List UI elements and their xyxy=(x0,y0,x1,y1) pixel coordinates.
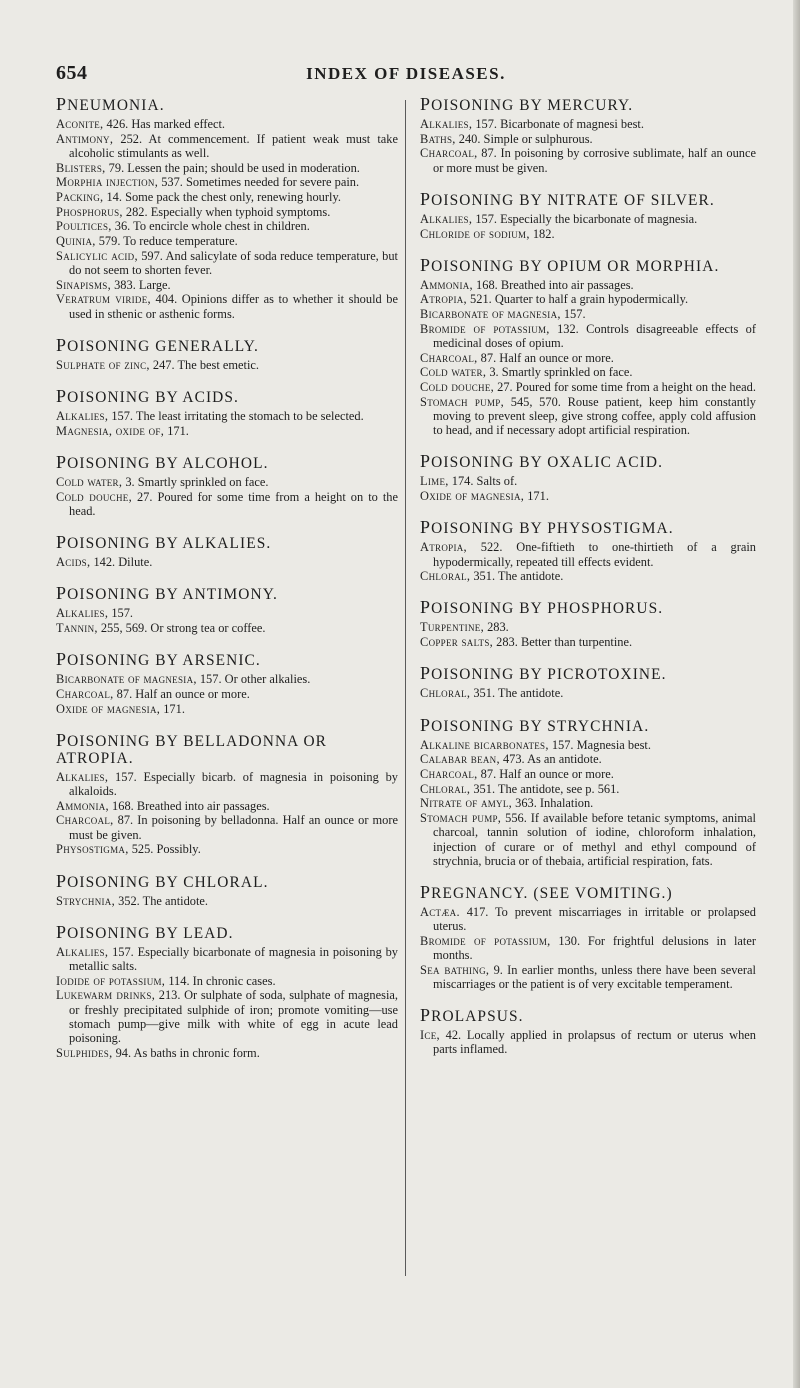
entry-text: 9. In earlier months, unless there have been several miscarriages or the patient is of very excitable temperament. xyxy=(433,962,756,991)
entry-text: 3. Smartly sprinkled on face. xyxy=(122,474,269,489)
index-section xyxy=(56,870,398,908)
entry-text: 157. The least irritating the stomach to be selected. xyxy=(108,409,364,424)
index-entry xyxy=(420,905,756,933)
running-head: INDEX OF DISEASES. xyxy=(306,64,506,83)
entry-term: Nitrate of amyl, xyxy=(420,796,513,811)
index-entry xyxy=(56,292,398,320)
index-entry xyxy=(420,365,756,379)
index-entry xyxy=(56,358,398,372)
column-divider xyxy=(405,100,406,1276)
entry-term: Alkalies, xyxy=(56,606,109,621)
entry-term: Chloral, xyxy=(420,781,471,796)
entry-text: 521. Quarter to half a grain hypodermically. xyxy=(466,292,689,307)
entry-term: Charcoal, xyxy=(420,350,478,365)
section-heading: PROLAPSUS. xyxy=(420,1005,524,1026)
entry-text: 383. Large. xyxy=(111,277,171,292)
index-entry xyxy=(56,249,398,277)
index-section xyxy=(420,519,756,583)
index-entry xyxy=(420,489,756,503)
entry-text: 597. And salicylate of soda reduce temperature, but do not seem to shorten fever. xyxy=(69,248,398,278)
index-entry xyxy=(420,963,756,991)
index-entry xyxy=(56,175,398,189)
index-entry xyxy=(56,813,398,841)
index-entry xyxy=(56,475,398,489)
index-entry xyxy=(420,796,756,810)
entry-term: Sinapisms, xyxy=(56,277,112,292)
index-entry xyxy=(56,490,398,518)
entry-term: Magnesia, oxide of, xyxy=(56,423,165,438)
index-section xyxy=(420,96,756,175)
entry-text: 157. Magnesia best. xyxy=(548,737,651,752)
index-section xyxy=(56,585,398,635)
entry-text: 157. xyxy=(108,606,134,621)
entry-text: 157. xyxy=(560,307,586,322)
entry-text: 87. Half an ounce or more. xyxy=(113,686,250,701)
entry-text: 94. As baths in chronic form. xyxy=(112,1045,260,1060)
index-entry xyxy=(420,686,756,700)
entry-term: Salicylic acid, xyxy=(56,248,138,263)
entry-text: 537. Sometimes needed for severe pain. xyxy=(158,175,360,190)
entry-text: 255, 569. Or strong tea or coffee. xyxy=(97,620,266,635)
entry-text: 363. Inhalation. xyxy=(512,796,594,811)
index-entry xyxy=(420,811,756,868)
entry-text: 87. In poisoning by belladonna. Half an ounce or more must be given. xyxy=(69,813,398,842)
entry-text: 36. To encircle whole chest in children. xyxy=(111,219,310,234)
index-entry xyxy=(420,322,756,350)
entry-term: Cold water, xyxy=(56,474,123,489)
entry-term: Alkaline bicarbonates, xyxy=(420,737,549,752)
entry-text: 352. The antidote. xyxy=(115,893,209,908)
entry-text: 351. The antidote. xyxy=(470,569,564,584)
index-section xyxy=(420,714,756,868)
entry-text: 252. At commencement. If patient weak must take alcoholic stimulants as well. xyxy=(69,131,398,160)
entry-text: 87. In poisoning by corrosive sublimate, half an ounce or more must be given. xyxy=(433,146,756,175)
index-section xyxy=(56,729,398,857)
entry-text: 27. Poured for some time from a height on to the head. xyxy=(69,489,398,518)
entry-text: 579. To reduce temperature. xyxy=(95,234,238,249)
index-entry xyxy=(56,424,398,438)
index-section xyxy=(420,1007,756,1056)
section-heading: POISONING BY PICROTOXINE. xyxy=(420,663,667,684)
entry-text: 42. Locally applied in prolapsus of rectum or uterus when parts inflamed. xyxy=(433,1028,756,1057)
entry-text: 417. To prevent miscarriages in irritable or prolapsed uterus. xyxy=(433,904,756,934)
entry-term: Chloral, xyxy=(420,686,471,701)
entry-term: Morphia injection, xyxy=(56,175,159,190)
entry-text: 404. Opinions differ as to whether it should be used in sthenic or asthenic forms. xyxy=(69,292,398,321)
index-section xyxy=(56,96,398,321)
entry-text: 157. Especially bicarbonate of magnesia in poisoning by metallic salts. xyxy=(69,944,398,973)
entry-term: Charcoal, xyxy=(56,686,114,701)
entry-text: 473. As an antidote. xyxy=(499,752,602,767)
entry-term: Alkalies, xyxy=(56,944,109,959)
index-section xyxy=(420,665,756,700)
entry-term: Sea bathing, xyxy=(420,962,490,977)
index-entry xyxy=(420,278,756,292)
index-entry xyxy=(420,351,756,365)
entry-term: Oxide of magnesia, xyxy=(420,489,525,504)
entry-text: 3. Smartly sprinkled on face. xyxy=(486,365,633,380)
entry-text: 282. Especially when typhoid symptoms. xyxy=(122,204,331,219)
entry-term: Stomach pump, xyxy=(420,811,502,826)
section-heading: POISONING BY PHOSPHORUS. xyxy=(420,597,664,618)
entry-text: 87. Half an ounce or more. xyxy=(477,766,614,781)
index-entry xyxy=(420,117,756,131)
section-heading: POISONING BY PHYSOSTIGMA. xyxy=(420,517,674,538)
entry-term: Blisters, xyxy=(56,160,106,175)
entry-term: Chloride of sodium, xyxy=(420,226,530,241)
entry-term: Ammonia, xyxy=(420,277,473,292)
entry-text: 157. Especially the bicarbonate of magnesia. xyxy=(472,211,698,226)
section-heading: POISONING BY OPIUM OR MORPHIA. xyxy=(420,254,720,275)
index-entry xyxy=(420,395,756,438)
entry-term: Acids, xyxy=(56,555,91,570)
index-entry xyxy=(420,292,756,306)
entry-text: 168. Breathed into air passages. xyxy=(472,277,634,292)
entry-term: Baths, xyxy=(420,131,456,146)
entry-term: Ammonia, xyxy=(56,798,109,813)
section-heading: POISONING BY BELLADONNA OR ATROPIA. xyxy=(56,729,328,767)
index-entry xyxy=(56,621,398,635)
entry-term: Copper salts, xyxy=(420,635,494,650)
entry-text: 556. If available before tetanic symptoms, animal charcoal, tannin solution of iodine, chloroform inhalation, injection of curare or of methyl and ethyl compound of strychnia, brucia or of thebaia, artificial respiration, fats. xyxy=(433,811,756,868)
section-heading: PREGNANCY. (SEE VOMITING.) xyxy=(420,881,673,902)
entry-term: Alkalies, xyxy=(420,211,473,226)
entry-text: 351. The antidote. xyxy=(470,686,564,701)
index-entry xyxy=(420,212,756,226)
entry-text: 157. Or other alkalies. xyxy=(196,672,311,687)
entry-term: Tannin, xyxy=(56,620,98,635)
entry-term: Cold water, xyxy=(420,365,487,380)
page-number: 654 xyxy=(56,62,88,84)
entry-text: 171. xyxy=(524,489,549,504)
section-heading: POISONING BY ANTIMONY. xyxy=(56,583,278,604)
index-section xyxy=(420,453,756,503)
index-entry xyxy=(420,474,756,488)
entry-term: Strychnia, xyxy=(56,893,115,908)
index-entry xyxy=(420,767,756,781)
index-entry xyxy=(56,132,398,160)
entry-term: Actæa. xyxy=(420,904,460,919)
entry-term: Lime, xyxy=(420,474,449,489)
entry-term: Sulphides, xyxy=(56,1045,113,1060)
entry-term: Quinia, xyxy=(56,234,96,249)
entry-text: 522. One-fiftieth to one-thirtieth of a grain hypodermically, repeated till effects evident. xyxy=(433,540,756,569)
entry-term: Antimony, xyxy=(56,131,114,146)
entry-term: Cold douche, xyxy=(420,380,495,395)
index-entry xyxy=(56,117,398,131)
entry-term: Turpentine, xyxy=(420,620,484,635)
index-section xyxy=(420,599,756,649)
entry-term: Cold douche, xyxy=(56,489,132,504)
index-entry xyxy=(420,132,756,146)
index-entry xyxy=(420,635,756,649)
entry-text: 114. In chronic cases. xyxy=(165,973,276,988)
entry-text: 14. Some pack the chest only, renewing hourly. xyxy=(103,190,341,205)
entry-text: 171. xyxy=(164,423,189,438)
index-entry xyxy=(56,974,398,988)
index-entry xyxy=(56,988,398,1045)
entry-text: 247. The best emetic. xyxy=(149,357,259,372)
index-entry xyxy=(420,569,756,583)
entry-text: 283. Better than turpentine. xyxy=(493,635,633,650)
entry-text: 130. For frightful delusions in later months. xyxy=(433,933,757,963)
entry-term: Phosphorus, xyxy=(56,204,123,219)
index-entry xyxy=(420,752,756,766)
section-heading: POISONING BY CHLORAL. xyxy=(56,870,269,891)
index-entry xyxy=(420,146,756,174)
section-heading: POISONING BY ARSENIC. xyxy=(56,649,261,670)
section-heading: PNEUMONIA. xyxy=(56,94,165,114)
entry-term: Charcoal, xyxy=(420,146,478,161)
index-entry xyxy=(420,227,756,241)
entry-text: 174. Salts of. xyxy=(448,474,518,489)
page-edge xyxy=(793,0,800,1388)
entry-term: Veratrum viride, xyxy=(56,292,151,307)
index-section xyxy=(56,334,398,372)
entry-term: Lukewarm drinks, xyxy=(56,988,156,1003)
index-entry xyxy=(56,842,398,856)
left-column xyxy=(56,96,398,1076)
index-entry xyxy=(56,190,398,204)
index-entry xyxy=(420,782,756,796)
entry-term: Bicarbonate of magnesia, xyxy=(56,672,197,687)
index-entry xyxy=(56,799,398,813)
entry-text: 426. Has marked effect. xyxy=(103,117,226,131)
entry-text: 132. Controls disagreeable effects of medicinal doses of opium. xyxy=(433,321,756,351)
index-entry xyxy=(56,606,398,620)
entry-term: Oxide of magnesia, xyxy=(56,701,161,716)
entry-term: Sulphate of zinc, xyxy=(56,357,150,372)
entry-text: 283. xyxy=(483,620,509,635)
index-entry xyxy=(420,307,756,321)
section-heading: POISONING BY ALKALIES. xyxy=(56,532,272,553)
entry-term: Atropia, xyxy=(420,540,467,555)
entry-term: Bicarbonate of magnesia, xyxy=(420,307,561,322)
index-entry xyxy=(56,205,398,219)
entry-term: Ice, xyxy=(420,1028,440,1043)
section-heading: POISONING BY NITRATE OF SILVER. xyxy=(420,188,715,209)
entry-text: 545, 570. Rouse patient, keep him constantly moving to prevent sleep, give strong coffee, apply cold affusion to head, and if necessary adopt artificial respiration. xyxy=(433,394,756,438)
index-section xyxy=(420,188,756,241)
index-entry xyxy=(56,672,398,686)
index-section xyxy=(56,921,398,1060)
entry-text: 157. Bicarbonate of magnesi best. xyxy=(472,117,644,131)
entry-text: 182. xyxy=(529,226,555,241)
index-entry xyxy=(56,555,398,569)
entry-term: Stomach pump, xyxy=(420,394,504,409)
index-entry xyxy=(420,380,756,394)
section-heading: POISONING GENERALLY. xyxy=(56,334,259,355)
index-entry xyxy=(56,234,398,248)
entry-text: 171. xyxy=(160,701,185,716)
index-entry xyxy=(56,161,398,175)
section-heading: POISONING BY ALCOHOL. xyxy=(56,451,269,472)
index-section xyxy=(56,534,398,569)
entry-term: Aconite, xyxy=(56,117,104,131)
section-heading: POISONING BY STRYCHNIA. xyxy=(420,714,650,735)
entry-text: 525. Possibly. xyxy=(128,842,201,857)
entry-term: Chloral, xyxy=(420,569,471,584)
index-entry xyxy=(56,1046,398,1060)
entry-term: Alkalies, xyxy=(420,117,473,131)
index-entry xyxy=(56,687,398,701)
index-entry xyxy=(56,702,398,716)
entry-text: 240. Simple or sulphurous. xyxy=(455,131,593,146)
index-entry xyxy=(420,540,756,568)
entry-term: Bromide of potassium, xyxy=(420,933,551,948)
index-section xyxy=(420,254,756,438)
entry-term: Calabar bean, xyxy=(420,752,500,767)
entry-text: 168. Breathed into air passages. xyxy=(108,798,270,813)
index-entry xyxy=(56,278,398,292)
section-heading: POISONING BY OXALIC ACID. xyxy=(420,451,664,472)
index-entry xyxy=(56,770,398,798)
index-entry xyxy=(420,738,756,752)
index-entry xyxy=(56,894,398,908)
entry-term: Charcoal, xyxy=(56,813,114,828)
entry-term: Packing, xyxy=(56,190,104,205)
entry-term: Alkalies, xyxy=(56,769,109,784)
entry-text: 142. Dilute. xyxy=(90,555,153,570)
entry-term: Bromide of potassium, xyxy=(420,321,550,336)
index-section xyxy=(56,388,398,438)
section-heading: POISONING BY MERCURY. xyxy=(420,94,634,114)
index-section xyxy=(56,651,398,716)
entry-term: Alkalies, xyxy=(56,409,109,424)
section-heading: POISONING BY ACIDS. xyxy=(56,386,239,407)
right-column xyxy=(420,96,756,1073)
entry-text: 213. Or sulphate of soda, sulphate of magnesia, or freshly precipitated sulphide of iron; promote vomiting—use stomach pump—give milk with white of egg in acute lead poisoning. xyxy=(69,988,398,1045)
index-entry xyxy=(420,620,756,634)
entry-term: Iodide of potassium, xyxy=(56,973,166,988)
entry-text: 157. Especially bicarb. of magnesia in poisoning by alkaloids. xyxy=(69,769,398,798)
index-entry xyxy=(420,934,756,962)
entry-term: Poultices, xyxy=(56,219,112,234)
entry-text: 27. Poured for some time from a height on the head. xyxy=(494,380,756,395)
section-heading: POISONING BY LEAD. xyxy=(56,921,234,942)
entry-term: Physostigma, xyxy=(56,842,129,857)
index-entry xyxy=(420,1028,756,1056)
index-entry xyxy=(56,409,398,423)
index-section xyxy=(420,881,757,991)
entry-term: Charcoal, xyxy=(420,766,478,781)
index-entry xyxy=(56,945,398,973)
index-entry xyxy=(56,219,398,233)
entry-text: 79. Lessen the pain; should be used in moderation. xyxy=(105,160,360,175)
index-section xyxy=(56,451,398,518)
entry-text: 351. The antidote, see p. 561. xyxy=(470,781,620,796)
entry-term: Atropia, xyxy=(420,292,467,307)
page-header xyxy=(56,62,756,88)
entry-text: 87. Half an ounce or more. xyxy=(477,350,614,365)
